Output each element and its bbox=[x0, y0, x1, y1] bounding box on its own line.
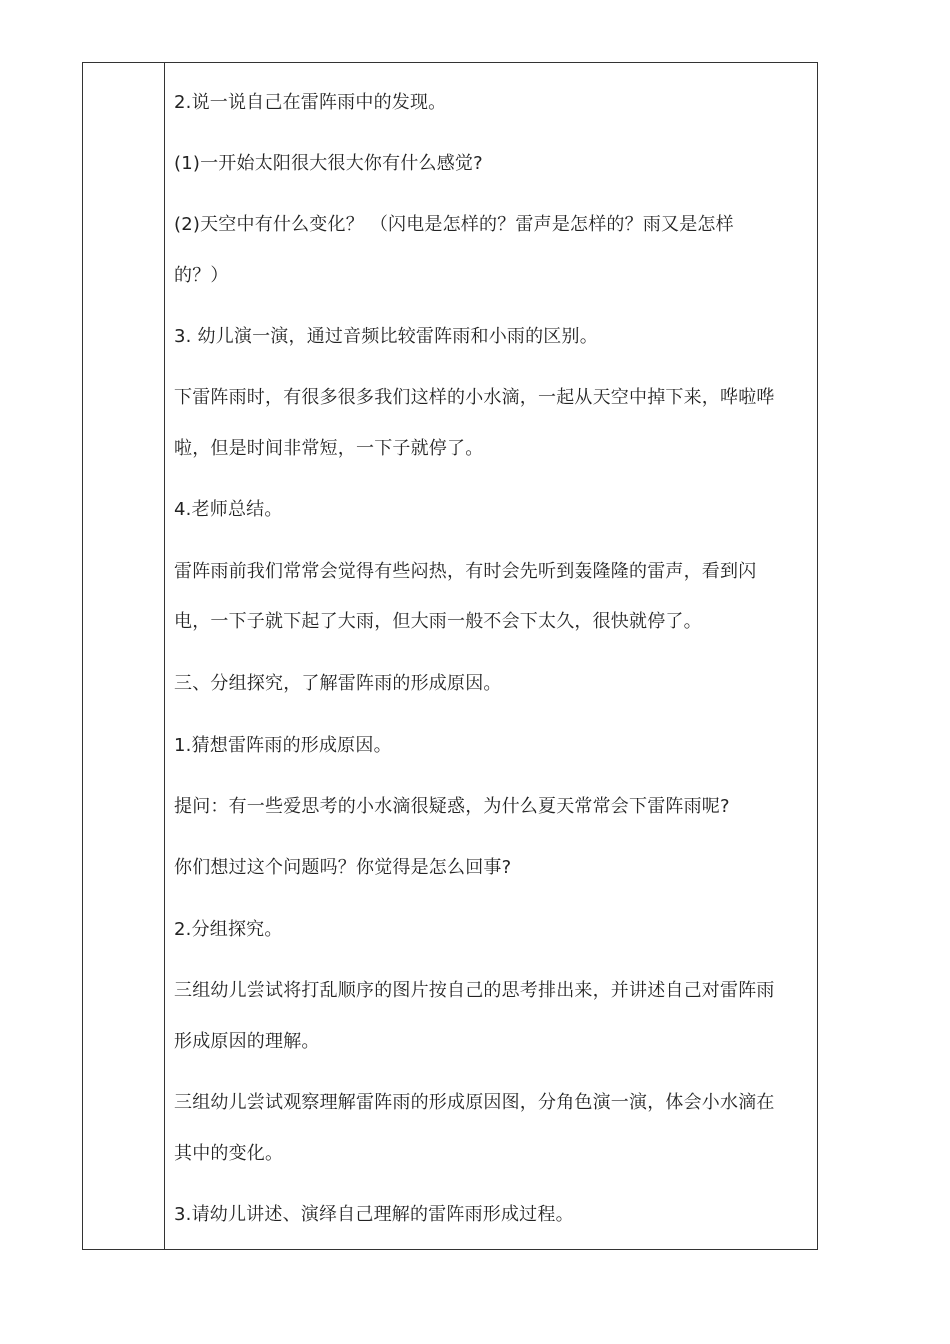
text-line: 3. 幼儿演一演，通过音频比较雷阵雨和小雨的区别。 bbox=[174, 326, 598, 347]
text-line: 形成原因的理解。 bbox=[174, 1031, 320, 1052]
text-line: 雷阵雨前我们常常会觉得有些闷热，有时会先听到轰隆隆的雷声，看到闪 bbox=[174, 561, 757, 582]
text-line: 三组幼儿尝试将打乱顺序的图片按自己的思考排出来，并讲述自己对雷阵雨 bbox=[174, 980, 775, 1001]
text-line: 的？） bbox=[174, 265, 229, 286]
text-line: 3.请幼儿讲述、演绎自己理解的雷阵雨形成过程。 bbox=[174, 1204, 574, 1225]
text-line: 下雷阵雨时，有很多很多我们这样的小水滴，一起从天空中掉下来，哗啦哗 bbox=[174, 387, 775, 408]
text-line: 三、分组探究，了解雷阵雨的形成原因。 bbox=[174, 673, 502, 694]
text-line: (2)天空中有什么变化？ （闪电是怎样的？雷声是怎样的？雨又是怎样 bbox=[174, 214, 734, 235]
table-content-cell bbox=[165, 63, 817, 1249]
text-line: 三组幼儿尝试观察理解雷阵雨的形成原因图，分角色演一演，体会小水滴在 bbox=[174, 1092, 775, 1113]
text-line: 啦，但是时间非常短，一下子就停了。 bbox=[174, 438, 484, 459]
text-line: (1)一开始太阳很大很大你有什么感觉? bbox=[174, 153, 483, 174]
table-label-cell bbox=[83, 63, 165, 1249]
text-line: 2.说一说自己在雷阵雨中的发现。 bbox=[174, 92, 447, 113]
lesson-table bbox=[82, 62, 818, 1250]
text-line: 提问：有一些爱思考的小水滴很疑惑，为什么夏天常常会下雷阵雨呢? bbox=[174, 796, 730, 817]
text-line: 电，一下子就下起了大雨，但大雨一般不会下太久，很快就停了。 bbox=[174, 611, 702, 632]
text-line: 其中的变化。 bbox=[174, 1143, 284, 1164]
text-line: 4.老师总结。 bbox=[174, 499, 283, 520]
text-line: 你们想过这个问题吗？你觉得是怎么回事? bbox=[174, 857, 512, 878]
text-line: 1.猜想雷阵雨的形成原因。 bbox=[174, 735, 392, 756]
text-line: 2.分组探究。 bbox=[174, 919, 283, 940]
